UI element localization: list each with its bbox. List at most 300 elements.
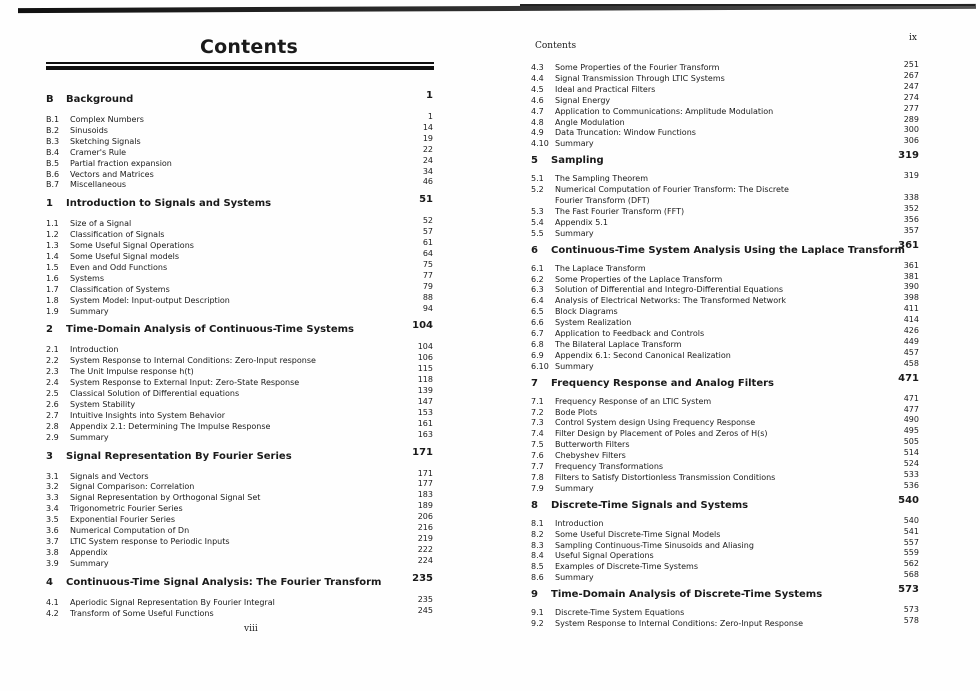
entry-number: 4.7 <box>531 106 544 116</box>
toc-entry <box>46 240 446 251</box>
entry-page-number: 235 <box>417 594 433 604</box>
entry-page-number: 24 <box>422 155 433 165</box>
entry-title: Signal Comparison: Correlation <box>70 482 195 492</box>
entry-number: 3.8 <box>46 547 59 557</box>
entry-page-number: 540 <box>903 515 919 525</box>
entry-number: 9.2 <box>531 619 544 628</box>
toc-entry <box>46 114 446 125</box>
entry-page-number: 411 <box>903 304 919 314</box>
entry-number: 3.9 <box>46 558 59 568</box>
entry-number: 5.5 <box>531 228 544 238</box>
entry-title: Some Useful Signal models <box>70 252 180 261</box>
entry-title: Complex Numbers <box>70 115 144 124</box>
toc-entry <box>46 377 446 388</box>
entry-page-number: 161 <box>417 418 433 428</box>
entry-title: Signal Transmission Through LTIC Systems <box>555 73 725 83</box>
entry-page-number: 356 <box>903 214 919 224</box>
entry-number: 5.3 <box>531 206 544 216</box>
entry-page-number: 578 <box>903 616 919 625</box>
entry-title: Summary <box>555 228 594 238</box>
entry-page-number: 338 <box>903 193 919 202</box>
toc-entry <box>46 555 446 569</box>
entry-title: Some Useful Signal Operations <box>70 241 194 251</box>
entry-title: System Stability <box>70 399 136 409</box>
entry-page-number: 139 <box>417 386 433 395</box>
entry-page-number: 398 <box>903 293 919 303</box>
entry-title: Exponential Fourier Series <box>70 515 175 525</box>
entry-title: Data Truncation: Window Functions <box>555 128 696 138</box>
toc-entry <box>46 270 446 284</box>
entry-title: System Model: Input-output Description <box>70 295 230 305</box>
toc-entry <box>46 366 446 377</box>
entry-number: B.4 <box>46 147 60 157</box>
toc-entry <box>46 503 446 514</box>
chapter-title: Time-Domain Analysis of Discrete-Time Systems <box>551 589 823 601</box>
entry-page-number: 19 <box>422 133 433 143</box>
entry-title: The Fast Fourier Transform (FFT) <box>555 206 685 216</box>
entry-number: 3.5 <box>46 515 59 525</box>
entry-title: Vectors and Matrices <box>70 169 154 179</box>
entry-title: Even and Odd Functions <box>70 262 168 272</box>
entry-title: Miscellaneous <box>70 180 127 190</box>
toc-chapter-heading <box>46 446 446 464</box>
entry-number: 1.5 <box>46 262 59 272</box>
entry-page-number: 357 <box>903 225 919 235</box>
chapter-page-number: 104 <box>412 320 433 332</box>
toc-chapter-heading <box>46 572 446 590</box>
chapter-number: 3 <box>46 450 53 462</box>
entry-number: 8.2 <box>531 529 544 539</box>
chapter-title: Background <box>66 94 134 105</box>
page-folio-left: viii <box>244 624 258 634</box>
chapter-number: B <box>46 94 54 105</box>
entry-page-number: 153 <box>417 407 433 417</box>
chapter-number: 8 <box>531 499 538 511</box>
entry-title: Summary <box>70 558 109 568</box>
entry-page-number: 449 <box>903 336 919 346</box>
entry-title: Application to Feedback and Controls <box>555 329 705 338</box>
entry-number: 6.2 <box>531 274 544 284</box>
entry-page-number: 14 <box>422 122 433 132</box>
entry-title: Intuitive Insights into System Behavior <box>70 410 225 420</box>
toc-entry <box>46 544 446 558</box>
entry-title: Cramer's Rule <box>70 147 127 157</box>
entry-page-number: 219 <box>417 533 433 543</box>
toc-chapter-heading <box>531 494 971 513</box>
entry-title: Block Diagrams <box>555 307 618 317</box>
entry-title: Summary <box>70 306 109 316</box>
entry-title: The Bilateral Laplace Transform <box>555 339 682 349</box>
entry-number: 7.3 <box>531 418 544 428</box>
entry-number: 4.6 <box>531 95 544 105</box>
toc-entry <box>46 281 446 295</box>
entry-title: Size of a Signal <box>70 219 132 229</box>
entry-title: Chebyshev Filters <box>555 451 626 461</box>
chapter-page-number: 1 <box>426 90 433 101</box>
entry-number: 8.3 <box>531 540 544 550</box>
chapter-title: Introduction to Signals and Systems <box>66 198 272 210</box>
entry-title: LTIC System response to Periodic Inputs <box>70 536 230 546</box>
toc-chapter-heading <box>46 194 446 211</box>
entry-number: 8.5 <box>531 562 544 572</box>
entry-title: Appendix 6.1: Second Canonical Realization <box>555 350 731 360</box>
entry-number: 6.6 <box>531 318 544 328</box>
toc-entry <box>46 594 446 608</box>
entry-page-number: 457 <box>903 347 919 357</box>
entry-number: B.5 <box>46 158 60 168</box>
entry-page-number: 118 <box>417 375 433 385</box>
entry-number: 3.3 <box>46 493 59 503</box>
toc-entry <box>46 218 446 229</box>
entry-title: Butterworth Filters <box>555 440 630 450</box>
chapter-title: Frequency Response and Analog Filters <box>551 377 774 389</box>
entry-number: 8.4 <box>531 551 544 561</box>
entry-page-number: 306 <box>903 136 919 146</box>
chapter-page-number: 573 <box>898 584 919 596</box>
title-rule-thin <box>46 62 434 64</box>
toc-entry <box>46 251 446 262</box>
entry-page-number: 106 <box>417 353 433 363</box>
entry-title: Frequency Response of an LTIC System <box>555 396 712 406</box>
toc-entry <box>46 133 446 147</box>
entry-page-number: 177 <box>417 479 433 489</box>
entry-number: 1.4 <box>46 252 59 261</box>
entry-title: Appendix 5.1 <box>555 217 608 227</box>
entry-number: 2.6 <box>46 399 59 409</box>
entry-number: 8.6 <box>531 573 544 583</box>
entry-title: Filter Design by Placement of Poles and Zeros of H(s) <box>555 429 768 439</box>
chapter-number: 6 <box>531 244 538 256</box>
entry-number: 3.7 <box>46 536 59 546</box>
chapter-page-number: 51 <box>419 194 433 206</box>
chapter-number: 5 <box>531 155 538 167</box>
entry-page-number: 573 <box>903 605 919 615</box>
entry-number: 6.4 <box>531 296 544 306</box>
entry-title: Signal Representation by Orthogonal Signal Set <box>70 493 261 503</box>
entry-title: Sketching Signals <box>70 136 141 146</box>
entry-page-number: 505 <box>903 437 919 447</box>
toc-entry <box>46 396 446 410</box>
entry-number: 1.8 <box>46 295 59 305</box>
entry-number: B.2 <box>46 125 60 135</box>
entry-page-number: 77 <box>422 270 433 280</box>
chapter-page-number: 171 <box>412 446 433 458</box>
entry-title: Filters to Satisfy Distortionless Transmission Conditions <box>555 472 776 482</box>
toc-entry <box>46 429 446 443</box>
entry-number: 9.1 <box>531 608 544 618</box>
entry-page-number: 183 <box>417 490 433 500</box>
entry-page-number: 289 <box>903 114 919 124</box>
toc-entry <box>46 229 446 240</box>
entry-page-number: 562 <box>903 559 919 569</box>
entry-page-number: 147 <box>417 396 433 406</box>
entry-number: 3.4 <box>46 504 59 514</box>
entry-title: Introduction <box>555 518 604 528</box>
entry-page-number: 490 <box>903 415 919 425</box>
entry-page-number: 52 <box>422 216 433 226</box>
chapter-page-number: 540 <box>898 494 919 506</box>
entry-page-number: 458 <box>903 358 919 368</box>
entry-number: 1.6 <box>46 273 59 283</box>
entry-title: Classification of Systems <box>70 284 170 294</box>
entry-number: 2.4 <box>46 378 59 388</box>
chapter-title: Signal Representation By Fourier Series <box>66 450 292 462</box>
entry-page-number: 381 <box>903 271 919 281</box>
entry-number: 7.6 <box>531 451 544 461</box>
toc-entry <box>46 155 446 169</box>
entry-page-number: 61 <box>422 238 433 248</box>
entry-number: 7.4 <box>531 429 544 439</box>
entry-page-number: 1 <box>427 112 433 121</box>
entry-page-number: 22 <box>422 144 433 154</box>
entry-page-number: 34 <box>422 166 433 176</box>
entry-number: 6.9 <box>531 350 544 360</box>
entry-title: Fourier Transform (DFT) <box>555 196 650 205</box>
chapter-number: 7 <box>531 377 538 389</box>
page-title: Contents <box>200 36 299 58</box>
entry-page-number: 247 <box>903 81 919 91</box>
entry-page-number: 477 <box>903 404 919 414</box>
entry-title: Transform of Some Useful Functions <box>70 608 214 618</box>
right-page <box>490 0 980 691</box>
toc-entry <box>46 407 446 421</box>
entry-page-number: 189 <box>417 501 433 511</box>
entry-number: 4.3 <box>531 63 544 72</box>
entry-page-number: 224 <box>417 555 433 565</box>
entry-title: Application to Communications: Amplitude Modulation <box>555 106 774 116</box>
toc-entry <box>46 122 446 136</box>
toc-chapter-heading <box>46 90 446 107</box>
entry-page-number: 471 <box>903 393 919 403</box>
entry-title: Classical Solution of Differential equations <box>70 389 240 398</box>
entry-page-number: 541 <box>903 526 919 536</box>
toc-entry <box>46 144 446 158</box>
entry-title: Useful Signal Operations <box>555 551 654 561</box>
entry-number: 4.8 <box>531 117 544 127</box>
entry-number: 2.1 <box>46 345 59 355</box>
chapter-number: 9 <box>531 589 538 601</box>
chapter-number: 1 <box>46 198 53 210</box>
entry-title: Angle Modulation <box>555 117 625 127</box>
chapter-page-number: 235 <box>412 572 433 584</box>
entry-title: The Laplace Transform <box>555 263 646 273</box>
entry-number: 2.8 <box>46 421 59 431</box>
toc-entry <box>46 492 446 503</box>
entry-number: 6.5 <box>531 307 544 317</box>
entry-number: 2.5 <box>46 389 59 398</box>
entry-title: Solution of Differential and Integro-Differential Equations <box>555 285 784 295</box>
entry-number: 1.9 <box>46 306 59 316</box>
chapter-title: Continuous-Time System Analysis Using the Laplace Transform <box>551 244 905 256</box>
toc-chapter-heading <box>531 372 971 391</box>
entry-title: Discrete-Time System Equations <box>555 608 685 618</box>
toc-entry <box>531 138 971 149</box>
toc-entry <box>46 605 446 619</box>
entry-number: B.3 <box>46 136 60 146</box>
chapter-title: Sampling <box>551 155 604 167</box>
entry-page-number: 495 <box>903 426 919 436</box>
entry-page-number: 245 <box>417 605 433 615</box>
entry-title: Ideal and Practical Filters <box>555 84 656 94</box>
entry-number: 8.1 <box>531 518 544 528</box>
toc-entry <box>46 388 446 399</box>
entry-page-number: 319 <box>903 171 919 181</box>
toc-entry <box>46 514 446 525</box>
entry-number: 2.7 <box>46 410 59 420</box>
toc-entry <box>531 358 971 372</box>
entry-page-number: 57 <box>422 227 433 237</box>
entry-page-number: 277 <box>903 103 919 113</box>
entry-number: 5.4 <box>531 217 544 227</box>
entry-title: Appendix <box>70 547 108 557</box>
entry-page-number: 414 <box>903 315 919 325</box>
entry-title: Frequency Transformations <box>555 462 664 471</box>
entry-page-number: 524 <box>903 459 919 468</box>
entry-page-number: 115 <box>417 364 433 374</box>
chapter-number: 2 <box>46 324 53 336</box>
toc-entry <box>46 525 446 536</box>
entry-title: Trigonometric Fourier Series <box>70 504 183 514</box>
entry-title: Bode Plots <box>555 407 598 417</box>
entry-page-number: 75 <box>422 259 433 269</box>
entry-page-number: 216 <box>417 523 433 532</box>
toc-entry <box>531 225 971 239</box>
entry-number: 6.1 <box>531 263 544 273</box>
toc-entry <box>46 166 446 180</box>
entry-number: 5.2 <box>531 185 544 195</box>
entry-number: 4.9 <box>531 128 544 138</box>
entry-page-number: 361 <box>903 260 919 270</box>
chapter-page-number: 471 <box>898 372 919 384</box>
entry-number: 4.2 <box>46 608 59 618</box>
entry-title: System Response to Internal Conditions: Zero-Input response <box>70 356 316 366</box>
entry-title: Summary <box>555 139 594 149</box>
entry-title: Summary <box>555 361 594 371</box>
toc-entry <box>531 618 971 629</box>
entry-number: 1.7 <box>46 284 59 294</box>
toc-entry <box>46 481 446 492</box>
entry-number: 6.7 <box>531 329 544 338</box>
entry-number: 4.5 <box>531 84 544 94</box>
entry-title: Signals and Vectors <box>70 471 149 481</box>
entry-page-number: 557 <box>903 537 919 547</box>
entry-number: 4.1 <box>46 597 59 607</box>
entry-title: Systems <box>70 273 104 283</box>
entry-number: 3.6 <box>46 526 59 535</box>
entry-page-number: 64 <box>422 249 433 258</box>
toc-chapter-heading <box>531 239 971 258</box>
entry-title: Appendix 2.1: Determining The Impulse Response <box>70 421 271 431</box>
entry-number: 1.1 <box>46 219 59 229</box>
entry-number: 7.1 <box>531 396 544 406</box>
entry-page-number: 267 <box>903 70 919 80</box>
entry-title: The Unit Impulse response h(t) <box>70 367 194 377</box>
entry-number: 7.2 <box>531 407 544 417</box>
entry-page-number: 79 <box>422 281 433 291</box>
entry-page-number: 251 <box>903 60 919 69</box>
entry-page-number: 536 <box>903 480 919 490</box>
toc-chapter-heading <box>46 320 446 337</box>
entry-number: 7.7 <box>531 462 544 471</box>
entry-number: B.7 <box>46 180 60 190</box>
entry-title: System Response to Internal Conditions: Zero-Input Response <box>555 619 803 628</box>
entry-number: 6.3 <box>531 285 544 295</box>
entry-number: B.1 <box>46 115 60 124</box>
toc-entry <box>46 418 446 432</box>
toc-entry <box>46 344 446 355</box>
entry-number: 3.2 <box>46 482 59 492</box>
entry-title: System Response to External Input: Zero-State Response <box>70 378 300 388</box>
entry-number: 4.4 <box>531 73 544 83</box>
entry-title: Summary <box>70 432 109 442</box>
entry-number: 6.8 <box>531 339 544 349</box>
toc-entry <box>46 292 446 306</box>
entry-page-number: 514 <box>903 448 919 458</box>
chapter-page-number: 319 <box>898 150 919 162</box>
entry-title: Partial fraction expansion <box>70 158 172 168</box>
toc-chapter-heading <box>531 150 971 168</box>
toc-entry <box>46 179 446 190</box>
entry-number: 3.1 <box>46 471 59 481</box>
entry-title: Summary <box>555 573 594 583</box>
entry-page-number: 300 <box>903 125 919 135</box>
entry-number: 1.3 <box>46 241 59 251</box>
toc-entry <box>46 533 446 547</box>
entry-number: B.6 <box>46 169 60 179</box>
entry-page-number: 206 <box>417 512 433 522</box>
entry-page-number: 274 <box>903 92 919 102</box>
entry-title: The Sampling Theorem <box>555 174 649 184</box>
entry-page-number: 390 <box>903 282 919 292</box>
entry-title: Some Useful Discrete-Time Signal Models <box>555 529 721 539</box>
entry-number: 5.1 <box>531 174 544 184</box>
toc-entry <box>531 572 971 583</box>
entry-number: 7.9 <box>531 483 544 493</box>
toc-chapter-heading <box>531 584 971 602</box>
entry-number: 1.2 <box>46 230 59 240</box>
entry-title: Some Properties of the Laplace Transform <box>555 274 723 284</box>
entry-number: 6.10 <box>531 361 549 371</box>
entry-title: Signal Energy <box>555 95 611 105</box>
entry-page-number: 46 <box>422 177 433 187</box>
entry-page-number: 222 <box>417 544 433 554</box>
title-rule-thick <box>46 66 434 70</box>
entry-title: Examples of Discrete-Time Systems <box>555 562 698 572</box>
entry-page-number: 426 <box>903 326 919 335</box>
entry-title: Summary <box>555 483 594 493</box>
entry-page-number: 171 <box>417 468 433 478</box>
entry-number: 2.9 <box>46 432 59 442</box>
entry-title: Sampling Continuous-Time Sinusoids and Aliasing <box>555 540 754 550</box>
entry-number: 2.3 <box>46 367 59 377</box>
entry-title: Control System design Using Frequency Response <box>555 418 756 428</box>
toc-entry <box>46 303 446 317</box>
chapter-title: Discrete-Time Signals and Systems <box>551 499 749 511</box>
entry-title: Aperiodic Signal Representation By Fourier Integral <box>70 597 275 607</box>
running-head: Contents <box>535 41 577 51</box>
entry-title: Sinusoids <box>70 125 108 135</box>
entry-title: System Realization <box>555 318 632 328</box>
entry-title: Classification of Signals <box>70 230 165 240</box>
toc-entry <box>531 173 971 184</box>
page-folio-right: ix <box>909 33 917 43</box>
entry-page-number: 533 <box>903 469 919 479</box>
entry-number: 7.5 <box>531 440 544 450</box>
entry-page-number: 163 <box>417 429 433 439</box>
entry-title: Some Properties of the Fourier Transform <box>555 63 720 72</box>
entry-title: Numerical Computation of Dn <box>70 526 190 535</box>
chapter-title: Time-Domain Analysis of Continuous-Time Systems <box>66 324 354 336</box>
